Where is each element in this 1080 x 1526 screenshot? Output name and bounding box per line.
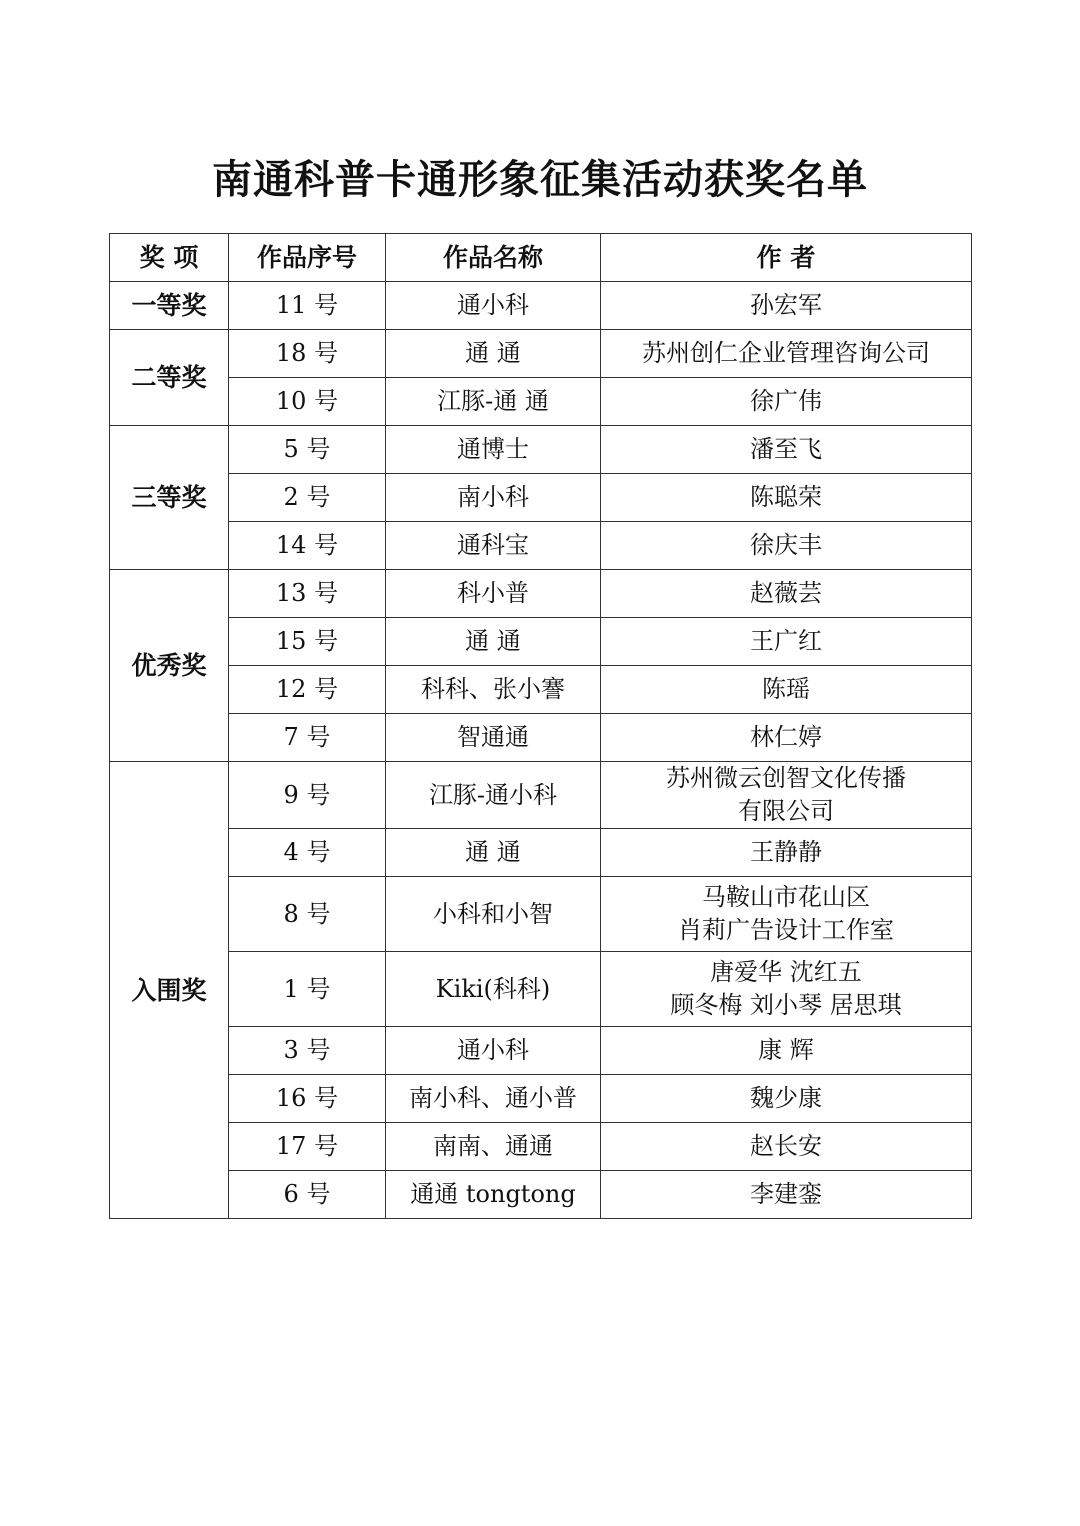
author-cell <box>601 378 972 426</box>
entry-name-cell: 通小科 <box>386 282 601 330</box>
author-line: 王广红 <box>750 627 822 655</box>
table-row <box>110 378 972 426</box>
author-cell <box>601 762 972 829</box>
awards-table <box>109 233 972 1219</box>
table-header-row <box>110 234 972 282</box>
entry-number-cell: 6 号 <box>229 1171 386 1219</box>
entry-name-cell: 南南、通通 <box>386 1123 601 1171</box>
entry-number-cell: 2 号 <box>229 474 386 522</box>
author-line: 徐庆丰 <box>750 531 822 559</box>
author-cell <box>601 282 972 330</box>
entry-number-cell: 16 号 <box>229 1075 386 1123</box>
page-title: 南通科普卡通形象征集活动获奖名单 <box>212 157 868 203</box>
header-award: 奖 项 <box>110 234 229 282</box>
author-cell <box>601 1027 972 1075</box>
author-cell <box>601 1075 972 1123</box>
table-row <box>110 877 972 952</box>
author-line: 唐爱华 沈红五 <box>710 958 862 986</box>
author-cell <box>601 474 972 522</box>
award-cell: 一等奖 <box>110 282 229 330</box>
entry-name-cell: 南小科 <box>386 474 601 522</box>
table-row <box>110 618 972 666</box>
author-cell <box>601 426 972 474</box>
author-cell <box>601 952 972 1027</box>
entry-name-cell: 江豚-通 通 <box>386 378 601 426</box>
table-row <box>110 952 972 1027</box>
header-author: 作 者 <box>601 234 972 282</box>
awards-table-body <box>110 282 972 1219</box>
entry-name-cell: Kiki(科科) <box>386 952 601 1027</box>
entry-name-cell: 通通 tongtong <box>386 1171 601 1219</box>
entry-number-cell: 8 号 <box>229 877 386 952</box>
entry-number-cell: 4 号 <box>229 829 386 877</box>
entry-number-cell: 1 号 <box>229 952 386 1027</box>
author-line: 苏州微云创智文化传播 <box>666 764 906 792</box>
table-row <box>110 1171 972 1219</box>
table-row <box>110 330 972 378</box>
entry-name-cell: 科科、张小謇 <box>386 666 601 714</box>
author-line: 马鞍山市花山区 <box>702 883 870 911</box>
author-cell <box>601 522 972 570</box>
author-line: 顾冬梅 刘小琴 居思琪 <box>670 991 902 1019</box>
entry-number-cell: 11 号 <box>229 282 386 330</box>
author-line: 苏州创仁企业管理咨询公司 <box>642 339 930 367</box>
entry-name-cell: 科小普 <box>386 570 601 618</box>
author-line: 陈瑶 <box>762 675 810 703</box>
entry-name-cell: 通 通 <box>386 618 601 666</box>
award-cell: 优秀奖 <box>110 570 229 762</box>
table-row <box>110 1075 972 1123</box>
table-row <box>110 666 972 714</box>
author-line: 陈聪荣 <box>750 483 822 511</box>
entry-number-cell: 10 号 <box>229 378 386 426</box>
author-cell <box>601 330 972 378</box>
author-line: 赵长安 <box>750 1132 822 1160</box>
author-line: 肖莉广告设计工作室 <box>678 916 894 944</box>
entry-number-cell: 3 号 <box>229 1027 386 1075</box>
table-row <box>110 570 972 618</box>
entry-number-cell: 18 号 <box>229 330 386 378</box>
entry-name-cell: 通 通 <box>386 330 601 378</box>
author-line: 徐广伟 <box>750 387 822 415</box>
author-line: 赵薇芸 <box>750 579 822 607</box>
award-cell: 二等奖 <box>110 330 229 426</box>
entry-name-cell: 通科宝 <box>386 522 601 570</box>
entry-number-cell: 12 号 <box>229 666 386 714</box>
entry-number-cell: 7 号 <box>229 714 386 762</box>
header-entry-number: 作品序号 <box>229 234 386 282</box>
author-line: 康 辉 <box>758 1036 814 1064</box>
author-cell <box>601 618 972 666</box>
entry-name-cell: 智通通 <box>386 714 601 762</box>
author-cell <box>601 570 972 618</box>
entry-number-cell: 13 号 <box>229 570 386 618</box>
author-line: 魏少康 <box>750 1084 822 1112</box>
entry-name-cell: 通 通 <box>386 829 601 877</box>
table-row <box>110 1027 972 1075</box>
table-row <box>110 762 972 829</box>
author-cell <box>601 877 972 952</box>
award-cell: 入围奖 <box>110 762 229 1219</box>
entry-name-cell: 小科和小智 <box>386 877 601 952</box>
entry-name-cell: 江豚-通小科 <box>386 762 601 829</box>
author-cell <box>601 714 972 762</box>
entry-name-cell: 通博士 <box>386 426 601 474</box>
entry-number-cell: 9 号 <box>229 762 386 829</box>
table-row <box>110 714 972 762</box>
table-row <box>110 426 972 474</box>
author-line: 王静静 <box>750 838 822 866</box>
author-cell <box>601 1171 972 1219</box>
table-row <box>110 474 972 522</box>
header-entry-name: 作品名称 <box>386 234 601 282</box>
table-row <box>110 829 972 877</box>
author-cell <box>601 1123 972 1171</box>
author-line: 有限公司 <box>738 797 834 825</box>
entry-name-cell: 通小科 <box>386 1027 601 1075</box>
table-row <box>110 522 972 570</box>
author-line: 潘至飞 <box>750 435 822 463</box>
table-row <box>110 282 972 330</box>
entry-number-cell: 5 号 <box>229 426 386 474</box>
entry-number-cell: 15 号 <box>229 618 386 666</box>
table-row <box>110 1123 972 1171</box>
author-cell <box>601 829 972 877</box>
entry-number-cell: 14 号 <box>229 522 386 570</box>
entry-name-cell: 南小科、通小普 <box>386 1075 601 1123</box>
author-line: 林仁婷 <box>750 723 822 751</box>
author-line: 李建銮 <box>750 1180 822 1208</box>
award-cell: 三等奖 <box>110 426 229 570</box>
author-cell <box>601 666 972 714</box>
author-line: 孙宏军 <box>750 291 822 319</box>
entry-number-cell: 17 号 <box>229 1123 386 1171</box>
